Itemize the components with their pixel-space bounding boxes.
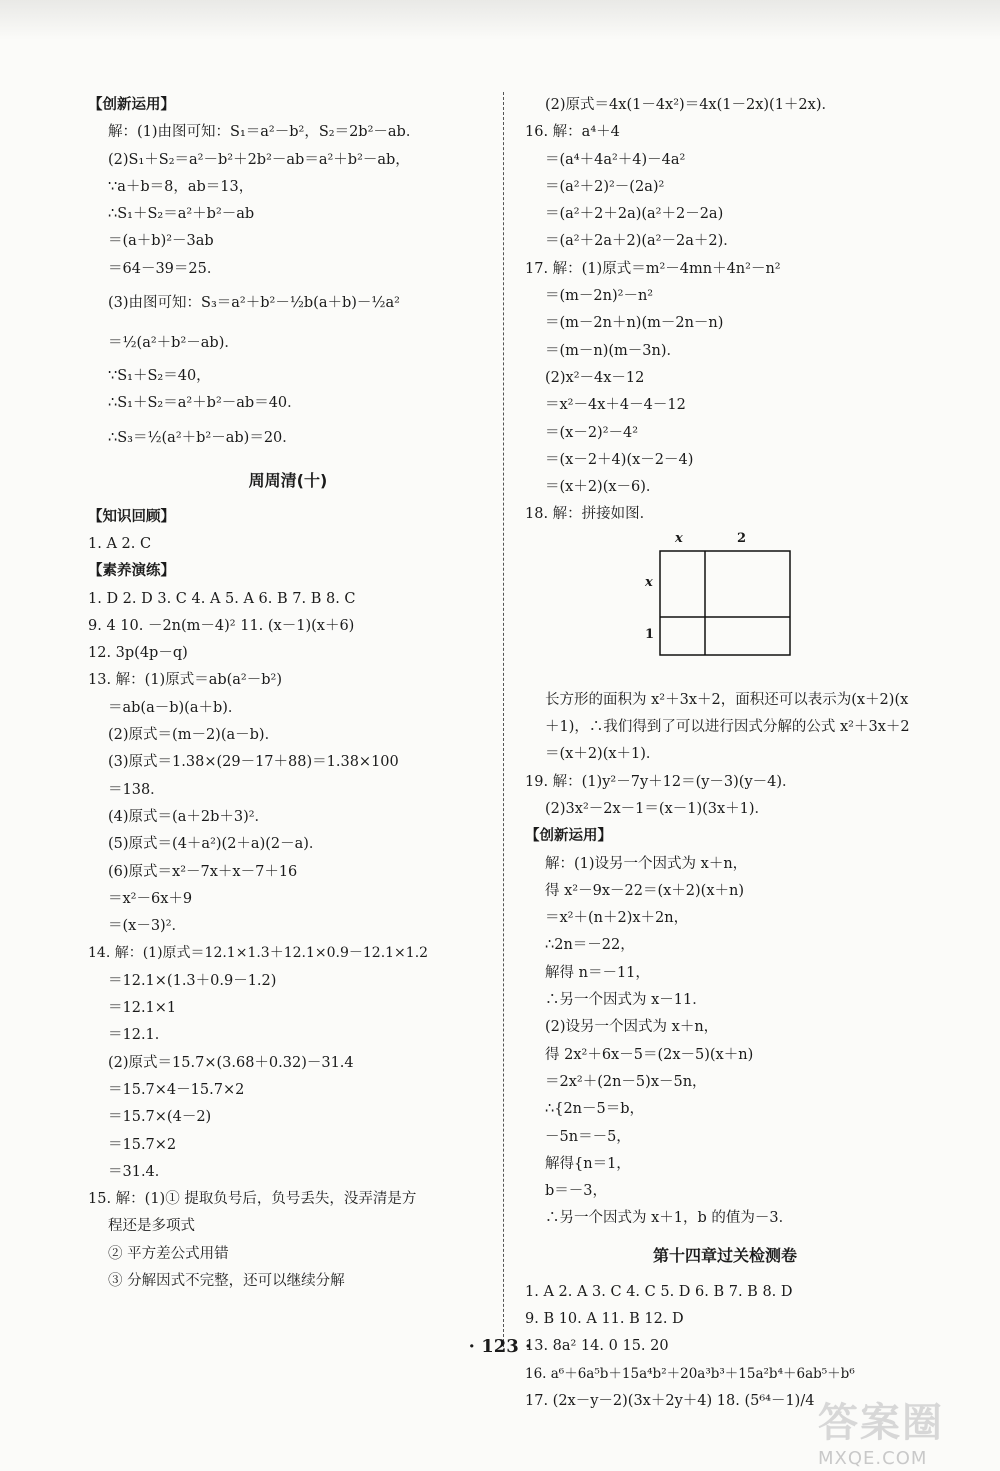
answer-line: (2)原式＝4x(1－4x²)＝4x(1－2x)(1＋2x)． [545,97,836,113]
answer-line: ③ 分解因式不完整，还可以继续分解 [108,1272,345,1289]
answer-line: 15. 解：(1)① 提取负号后，负号丢失，没弄清是方 [88,1191,417,1208]
watermark-text: 答案圈 [818,1400,944,1446]
answer-line: (3)原式＝1.38×(29－17＋88)＝1.38×100 [108,754,399,771]
answer-line: 16. 解：a⁴＋4 [525,124,620,141]
answer-line: 19. 解：(1)y²－7y＋12＝(y－3)(y－4)． [525,773,797,790]
answer-line: ＝(m－2n＋n)(m－2n－n) [545,315,724,332]
answer-line: ∴S₁＋S₂＝a²＋b²－ab [108,206,255,223]
answer-line: ∵a＋b＝8，ab＝13， [108,178,254,195]
outer-rectangle [660,551,790,655]
rectangle-diagram [525,530,925,683]
answer-line: 18. 解：拼接如图． [525,506,655,523]
watermark [818,1391,988,1469]
answer-line: ＝(m－2n)²－n² [545,288,654,305]
answer-line: ＝(a＋b)²－3ab [108,233,214,250]
q18-paragraph: 长方形的面积为 x²＋3x＋2，面积还可以表示为(x＋2)(x＋1)，∴我们得到了可以进行因式分解的公式 x²＋3x＋2＝(x＋2)(x＋1)． [545,691,910,763]
answer-line: ∵S₁＋S₂＝40， [108,368,211,385]
answer-line: ＝x²＋(n＋2)x＋2n， [545,910,689,927]
zhishi-header: 【知识回顾】 [88,508,175,525]
answer-line: (2)原式＝(m－2)(a－b)． [108,727,280,744]
answer-line: ＝15.7×(4－2) [108,1109,212,1126]
answer-line: (6)原式＝x²－7x＋x－7＋16 [108,863,298,880]
answer-line: 16. a⁶＋6a⁵b＋15a⁴b²＋20a³b³＋15a²b⁴＋6ab⁵＋b⁶ [525,1365,855,1382]
answer-line: 14. 解：(1)原式＝12.1×1.3＋12.1×0.9－12.1×1.2 [88,945,429,962]
answer-line: (2)原式＝15.7×(3.68＋0.32)－31.4 [108,1054,354,1071]
answer-line: 解：(1)设另一个因式为 x＋n， [545,855,748,872]
answer-line: ＝(x－2)²－4² [545,424,639,441]
answer-line: 12. 3p(4p－q) [88,645,188,662]
answer-line: ∴2n＝－22， [545,937,635,954]
answer-line: (3)由图可知：S₃＝a²＋b²－½b(a＋b)－½a² [108,295,400,312]
answer-line: ∴另一个因式为 x＋1，b 的值为－3． [545,1210,794,1227]
answer-line: (2)设另一个因式为 x＋n， [545,1019,719,1036]
answer-line: ＝2x²＋(2n－5)x－5n， [545,1073,707,1090]
answer-line: ＝15.7×2 [108,1136,177,1153]
answer-line: ＝(a²＋2a＋2)(a²－2a＋2)． [545,233,738,250]
column-divider [503,92,505,1352]
section-title-weekly: 周周清(十) [248,470,328,490]
page-number: · 123 · [468,1336,532,1357]
answer-line: ＝12.1． [108,1027,170,1044]
answer-line: 1. D 2. D 3. C 4. A 5. A 6. B 7. B 8. C [88,590,356,607]
answer-line: ＝138． [108,781,165,798]
answer-line: ∴S₃＝½(a²＋b²－ab)＝20． [108,429,297,446]
answer-line: b＝－3， [545,1183,608,1200]
chuangxin-header-left: 【创新运用】 [88,97,175,113]
answer-line: ∴{2n－5＝b， [545,1101,645,1118]
answer-line: 得 2x²＋6x－5＝(2x－5)(x＋n) [545,1046,754,1063]
answer-line: 解得 n＝－11， [545,964,650,981]
answer-line: ∴S₁＋S₂＝a²＋b²－ab＝40． [108,395,302,412]
answer-line: 9. 4 10. －2n(m－4)² 11. (x－1)(x＋6) [88,617,355,634]
rectangle-figure [525,530,925,683]
answer-line: (4)原式＝(a＋2b＋3)²． [108,808,270,825]
chuangxin-header-right: 【创新运用】 [525,828,612,845]
answer-line: 得 x²－9x－22＝(x＋2)(x＋n) [545,882,744,899]
answer-line: 13. 解：(1)原式＝ab(a²－b²) [88,672,283,689]
answer-line: ＝12.1×1 [108,1000,177,1017]
answer-line: (5)原式＝(4＋a²)(2＋a)(2－a)． [108,836,324,853]
answer-line: ＝(x－3)²． [108,918,187,935]
answer-line: (2)x²－4x－12 [545,369,645,386]
fig-label-side-1: 1 [645,626,655,642]
right-column [525,92,925,1415]
answer-line: ＝x²－6x＋9 [108,890,193,907]
answer-line: 解得{n＝1， [545,1155,631,1172]
answer-line: 程还是多项式 [108,1218,195,1235]
answer-line: 17. (2x－y－2)(3x＋2y＋4) 18. (5⁶⁴－1)/4 [525,1392,815,1409]
answer-line: (2)3x²－2x－1＝(x－1)(3x＋1)． [545,800,770,817]
left-column [88,92,488,1295]
answer-line: (2)S₁＋S₂＝a²－b²＋2b²－ab＝a²＋b²－ab， [108,151,410,168]
section-title-chapter-test: 第十四章过关检测卷 [652,1245,797,1265]
answer-line: 17. 解：(1)原式＝m²－4mn＋4n²－n² [525,260,781,277]
watermark-url: MXQE.COM [818,1448,928,1469]
answer-line: ② 平方差公式用错 [108,1245,229,1262]
answer-line: 解：(1)由图可知：S₁＝a²－b²，S₂＝2b²－ab． [108,124,421,141]
fig-label-top-x: x [675,530,683,546]
page-top-shadow [0,0,1000,40]
answer-line: 1. A 2. C [88,535,152,552]
answer-line: ＝(x＋2)(x－6)． [545,479,661,496]
answer-line: ＝x²－4x＋4－4－12 [545,397,686,414]
answer-line: 13. 8a² 14. 0 15. 20 [525,1338,669,1355]
fig-label-side-x: x [645,574,653,590]
answer-line: ＝(a⁴＋4a²＋4)－4a² [545,151,686,168]
answer-line: ∴另一个因式为 x－11． [545,992,707,1009]
answer-line: ＝½(a²＋b²－ab)． [108,335,239,352]
answer-line: 9. B 10. A 11. B 12. D [525,1310,684,1327]
answer-line: ＝15.7×4－15.7×2 [108,1081,245,1098]
answer-line: ＝(a²＋2＋2a)(a²＋2－2a) [545,206,724,223]
answer-line: ＝31.4． [108,1163,170,1180]
answer-line: ＝ab(a－b)(a＋b)． [108,699,243,716]
fig-label-top-2: 2 [737,530,747,546]
answer-line: ＝12.1×(1.3＋0.9－1.2) [108,972,277,989]
answer-line: ＝64－39＝25． [108,260,222,277]
answer-line: ＝(x－2＋4)(x－2－4) [545,451,694,468]
suyang-header: 【素养演练】 [88,563,175,580]
answer-line: －5n＝－5， [545,1128,631,1145]
answer-line: 1. A 2. A 3. C 4. C 5. D 6. B 7. B 8. D [525,1283,793,1300]
answer-line: ＝(a²＋2)²－(2a)² [545,178,665,195]
answer-line: ＝(m－n)(m－3n)． [545,342,682,359]
